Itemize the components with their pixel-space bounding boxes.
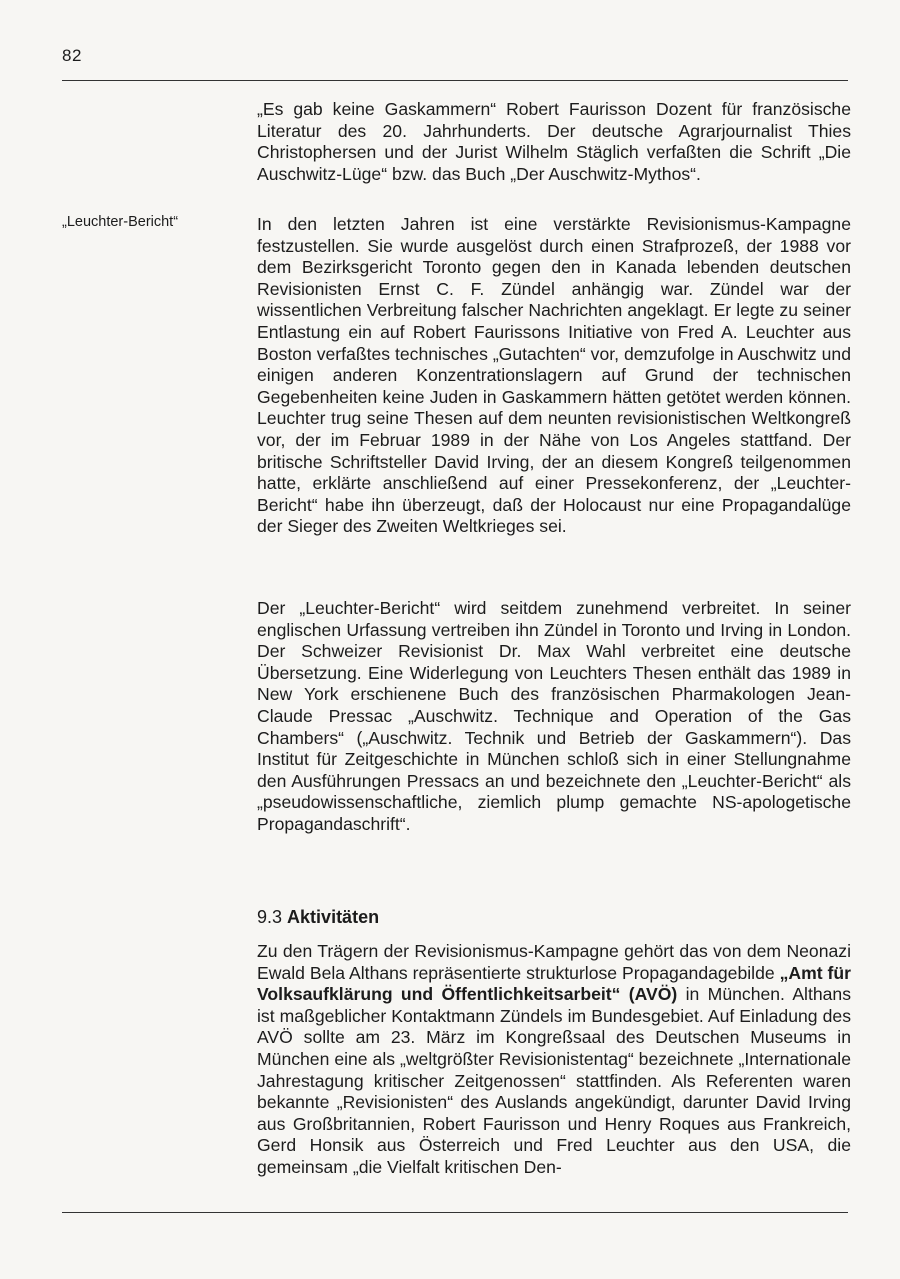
- activities-org-name: „Amt für Volksaufklärung und Öffentlichkeitsarbeit“ (AVÖ): [257, 962, 851, 1005]
- activities-text-end: in München. Althans ist maßgeblicher Kontaktmann Zündels im Bundesgebiet. Auf Einladung des AVÖ sollte am 23. März im Kongreßsaal des Deutschen Museums in München eine als „weltgrößter Revisionistentag“ bezeichnete „Internationale Jahrestagung kritischer Zeitgenossen“ stattfinden. Als Referenten waren bekannte „Revisionisten“ des Auslands angekündigt, darunter David Irving aus Großbritannien, Robert Faurisson und Henry Roques aus Frankreich, Gerd Honsik aus Österreich und Fred Leuchter aus den USA, die gemeinsam „die Vielfalt kritischen Den-: [257, 984, 851, 1177]
- activities-text-start: Zu den Trägern der Revisionismus-Kampagne gehört das von dem Neonazi Ewald Bela Althans repräsentierte strukturlose Propagandagebilde: [257, 941, 851, 983]
- section-title: Aktivitäten: [287, 907, 380, 927]
- header-rule: [62, 80, 848, 81]
- paragraph-activities: [257, 941, 851, 1179]
- paragraph-leuchter: In den letzten Jahren ist eine verstärkte Revisionismus-Kampagne festzustellen. Sie wurde ausgelöst durch einen Strafprozeß, der 1988 vor dem Bezirksgericht Toronto gegen den in Kanada lebenden deutschen Revisionisten Ernst C. F. Zündel anhängig war. Zündel war der wissentlichen Verbreitung falscher Nachrichten angeklagt. Er legte zu seiner Entlastung ein auf Robert Faurissons Initiative von Fred A. Leuchter aus Boston verfaßtes technisches „Gutachten“ vor, demzufolge in Auschwitz und einigen anderen Konzentrationslagern auf Grund der technischen Gegebenheiten keine Juden in Gaskammern hätten getötet werden können. Leuchter trug seine Thesen auf dem neunten revisionistischen Weltkongreß vor, der im Februar 1989 in der Nähe von Los Angeles stattfand. Der britische Schriftsteller David Irving, der an diesem Kongreß teilgenommen hatte, erklärte anschließend auf einer Pressekonferenz, der „Leuchter-Bericht“ habe ihn überzeugt, daß der Holocaust nur eine Propagandalüge der Sieger des Zweiten Weltkrieges sei.: [257, 214, 851, 537]
- paragraph-intro: „Es gab keine Gaskammern“ Robert Faurisson Dozent für französische Literatur des 20. Jahrhunderts. Der deutsche Agrarjournalist Thies Christophersen und der Jurist Wilhelm Stäglich verfaßten die Schrift „Die Auschwitz-Lüge“ bzw. das Buch „Der Auschwitz-Mythos“.: [257, 99, 851, 184]
- paragraph-leuchter-report: Der „Leuchter-Bericht“ wird seitdem zunehmend verbreitet. In seiner englischen Urfassung vertreiben ihn Zündel in Toronto und Irving in London. Der Schweizer Revisionist Dr. Max Wahl verbreitet eine deutsche Übersetzung. Eine Widerlegung von Leuchters Thesen enthält das 1989 in New York erschienene Buch des französischen Pharmakologen Jean-Claude Pressac „Auschwitz. Technique and Operation of the Gas Chambers“ („Auschwitz. Technik und Betrieb der Gaskammern“). Das Institut für Zeitgeschichte in München schloß sich in einer Stellungnahme den Ausführungen Pressacs an und bezeichnete den „Leuchter-Bericht“ als „pseudowissenschaftliche, ziemlich plump gemachte NS-apologetische Propagandaschrift“.: [257, 598, 851, 834]
- footer-rule: [62, 1212, 848, 1213]
- section-heading: [257, 907, 379, 928]
- page-number: 82: [62, 46, 82, 65]
- margin-note: „Leuchter-Bericht“: [62, 214, 179, 230]
- section-number: 9.3: [257, 907, 283, 927]
